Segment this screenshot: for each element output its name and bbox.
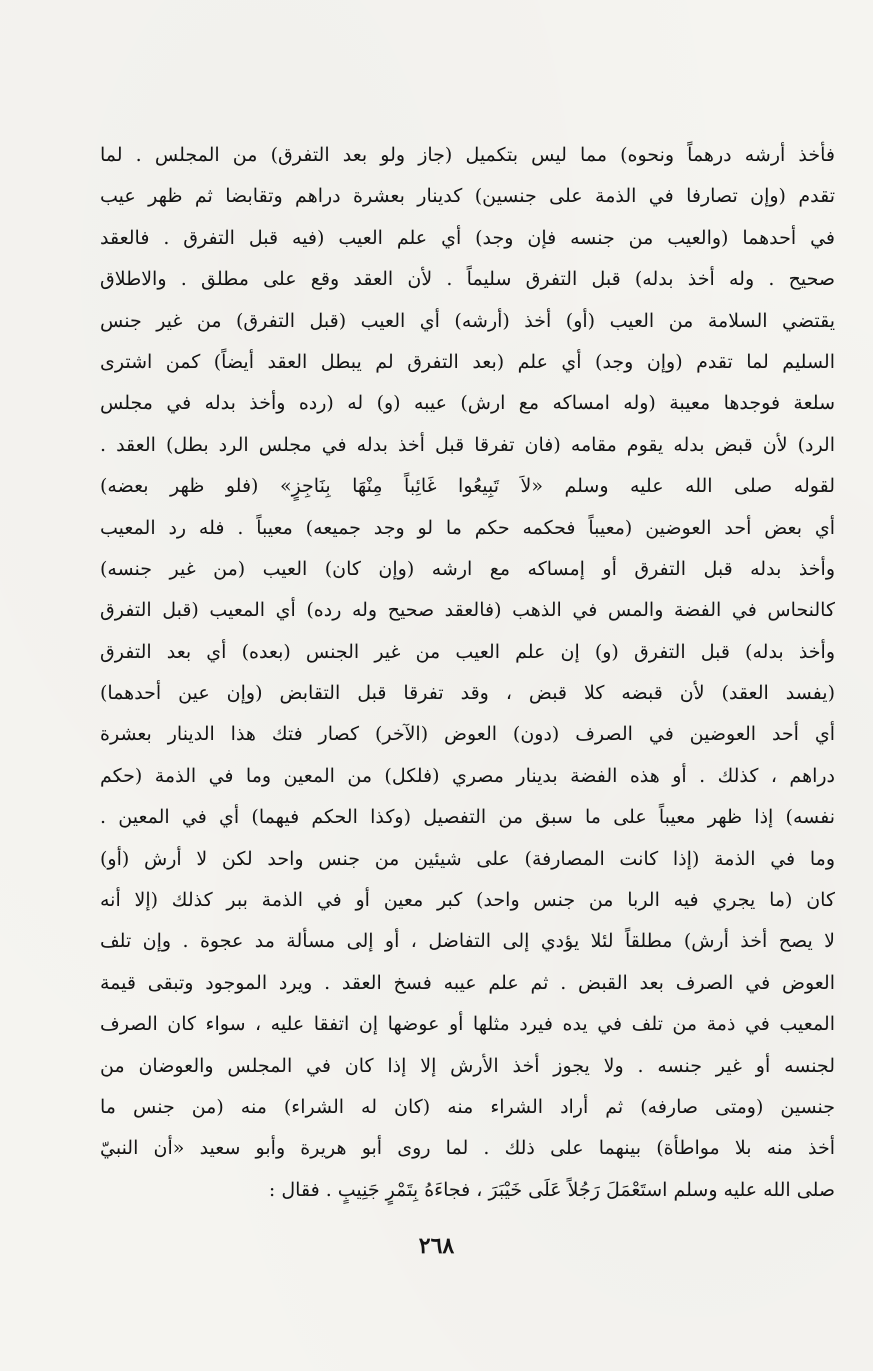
text-line: وأخذ بدله قبل التفرق أو إمساكه مع ارشه (وإن كان) العيب (من غير جنسه): [100, 557, 835, 580]
text-line: أخذ منه بلا مواطأة) بينهما على ذلك . لما روى أبو هريرة وأبو سعيد «أن النبيّ: [100, 1137, 835, 1160]
text-line: جنسين (ومتى صارفه) ثم أراد الشراء منه (كان له الشراء) منه (من جنس ما: [100, 1095, 835, 1118]
text-line: السليم لما تقدم (وإن وجد) أي علم (بعد التفرق لم يبطل العقد أيضاً) كمن اشترى: [100, 350, 835, 373]
text-line: كالنحاس في الفضة والمس في الذهب (فالعقد صحيح وله رده) أي المعيب (قبل التفرق: [100, 599, 835, 622]
text-line: لجنسه أو غير جنسه . ولا يجوز أخذ الأرش إلا إذا كان في المجلس والعوضان من: [100, 1054, 835, 1077]
text-line: الرد) لأن قبض بدله يقوم مقامه (فان تفرقا قبل أخذ بدله في مجلس الرد بطل) العقد .: [100, 433, 835, 456]
text-line: وما في الذمة (إذا كانت المصارفة) على شيئين من جنس واحد لكن لا أرش (أو): [100, 847, 835, 870]
text-line: لا يصح أخذ أرش) مطلقاً لئلا يؤدي إلى التفاضل ، أو إلى مسألة مد عجوة . وإن تلف: [100, 930, 835, 953]
text-line: صحيح . وله أخذ بدله) قبل التفرق سليماً . لأن العقد وقع على مطلق . والاطلاق: [100, 268, 835, 291]
text-line: نفسه) إذا ظهر معيباً على ما سبق من التفصيل (وكذا الحكم فيهما) أي في المعين .: [100, 806, 835, 829]
text-line: في أحدهما (والعيب من جنسه فإن وجد) أي علم العيب (فيه قبل التفرق . فالعقد: [100, 226, 835, 249]
text-line: يقتضي السلامة من العيب (أو) أخذ (أرشه) أي العيب (قبل التفرق) من غير جنس: [100, 309, 835, 332]
text-line: أي أحد العوضين في الصرف (دون) العوض (الآخر) كصار فتك هذا الدينار بعشرة: [100, 723, 835, 746]
text-line: كان (ما يجري فيه الربا من جنس واحد) كبر معين أو في الذمة ببر كذلك (إلا أنه: [100, 889, 835, 912]
text-line: أي بعض أحد العوضين (معيباً فحكمه حكم ما لو وجد جميعه) معيباً . فله رد المعيب: [100, 516, 835, 539]
text-line: فأخذ أرشه درهماً ونحوه) مما ليس بتكميل (جاز ولو بعد التفرق) من المجلس . لما: [100, 144, 835, 166]
text-line: دراهم ، كذلك . أو هذه الفضة بدينار مصري (فلكل) من المعين وما في الذمة (حكم: [100, 764, 835, 787]
text-line: تقدم (وإن تصارفا في الذمة على جنسين) كدينار بعشرة دراهم وتقابضا ثم ظهر عيب: [100, 185, 835, 208]
text-line: صلى الله عليه وسلم استَعْمَلَ رَجُلاً عَلَى خَيْبَرَ ، فجاءَهُ بِتَمْرٍ جَنِيبٍ . فقال :: [268, 1178, 835, 1201]
page-number: ٢٦٨: [418, 1233, 455, 1259]
text-line: سلعة فوجدها معيبة (وله امساكه مع ارش) عيبه (و) له (رده وأخذ بدله في مجلس: [100, 392, 835, 415]
text-line: وأخذ بدله) قبل التفرق (و) إن علم العيب من غير الجنس (بعده) أي بعد التفرق: [100, 640, 835, 663]
text-line: لقوله صلى الله عليه وسلم «لاَ تَبِيعُوا غَائِباً مِنْهَا بِنَاجِزٍ» (فلو ظهر بعضه): [100, 475, 835, 498]
body-text: [100, 135, 835, 1211]
text-line: (يفسد العقد) لأن قبضه كلا قبض ، وقد تفرقا قبل التقابض (وإن عين أحدهما): [100, 682, 835, 705]
text-line: العوض في الصرف بعد القبض . ثم علم عيبه فسخ العقد . ويرد الموجود وتبقى قيمة: [100, 971, 835, 994]
text-line: المعيب في ذمة من تلف في يده فيرد مثلها أو عوضها إن اتفقا عليه ، سواء كان الصرف: [100, 1013, 835, 1036]
